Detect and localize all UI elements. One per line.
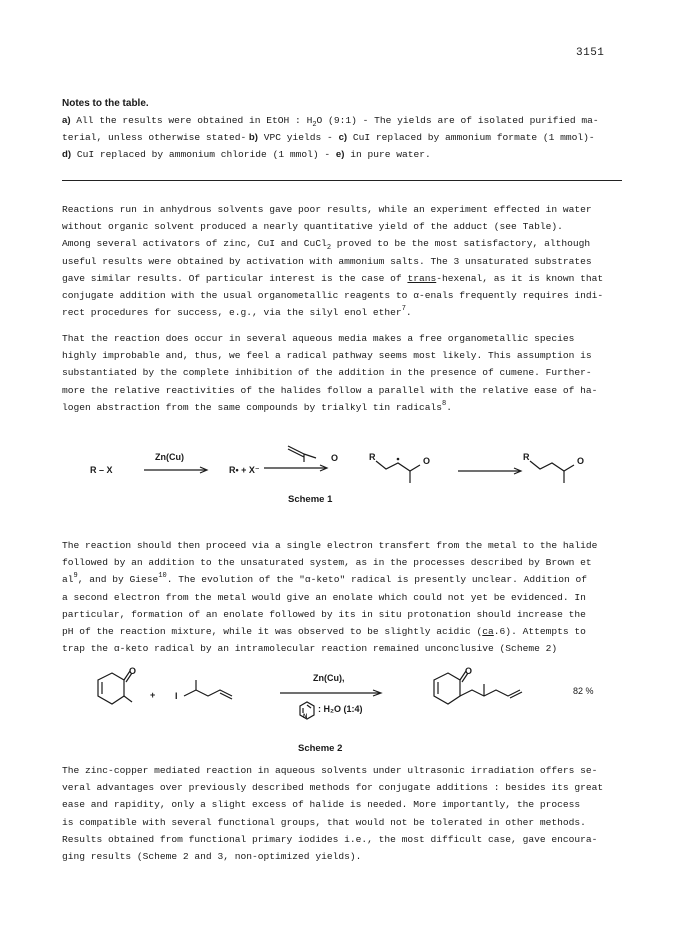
section-divider [62, 180, 622, 181]
paragraph-electron-transfer: The reaction should then proceed via a single electron transfert from the metal to the halide followed by an addition to the unsaturated system, as in the processes described by Brown et $al^9$, and by Giese$^{10}$. The evolution of the "α-keto" radical is presently unclear. Addition of a second electron from the metal would give an enolate which could not yet be evidenced. In particular, formation of an enolate followed by its in situ protonation should increase the pH of the reaction mixture, while it was observed to be slightly acidic (ca.6). Attempts to trap the α-keto radical by an intramolecular reaction remained unconclusive (Scheme 2) [62, 540, 598, 655]
paragraph-radical-pathway: That the reaction does occur in several aqueous media makes a free organometallic species highly improbable and, thus, we feel a radical pathway seems most likely. This assumption is substantiated by the complete inhibition of the addition in the presence of cumene. Further- more the relative reactivities of the halides follow a parallel with the relative ease of ha- logen abstraction from the same compounds by trialkyl tin radicals$^8$. [62, 333, 598, 413]
scheme1-radical-adduct [376, 455, 446, 495]
scheme1-product [530, 455, 600, 495]
scheme2-arrow [280, 688, 390, 698]
scheme1-adduct-oxygen-1: O [423, 456, 431, 466]
scheme1-enone-oxygen: O [331, 453, 339, 463]
scheme1-adduct-oxygen-2: O [577, 456, 585, 466]
scheme2-product-oxygen: O [465, 666, 473, 676]
scheme2-ketone-oxygen: O [129, 666, 137, 676]
scheme1-reagent: Zn(Cu) [155, 452, 184, 462]
notes-line-2: terial, unless otherwise stated- b) VPC yields - c) CuI replaced by ammonium formate (1 mmol)- [62, 132, 595, 143]
notes-heading: Notes to the table. [62, 98, 149, 109]
table-notes [62, 95, 622, 163]
scheme1-r-label-2: R [523, 452, 530, 462]
scheme1-arrow-1 [144, 466, 214, 474]
pyridine-nitrogen: N [303, 714, 308, 720]
scheme1-r-label-1: R [369, 452, 376, 462]
scheme1-arrow-2 [458, 467, 528, 475]
scheme2-plus: + [150, 690, 156, 700]
scheme1-reactant: R – X [90, 465, 113, 475]
paragraph-advantages: The zinc-copper mediated reaction in aqueous solvents under ultrasonic irradiation offers se- veral advantages over previously described methods for conjugate additions : besides its great ease and rapidity, only a slight excess of halide is needed. More importantly, the process is compatible with several functional groups, that would not be tolerated in other methods. Results obtained from functional primary iodides i.e., the most difficult case, gave encoura- ging results (Scheme 2 and 3, non-optimized yields). [62, 765, 604, 863]
scheme2-alkenyl-iodide [182, 678, 242, 708]
scheme2-solvent: : H₂O (1:4) [318, 704, 363, 714]
scheme1-intermediate: R• + X⁻ [229, 465, 260, 475]
notes-line-3: d) CuI replaced by ammonium chloride (1 mmol) - e) in pure water. [62, 149, 431, 160]
page-number: 3151 [576, 47, 605, 59]
scheme2-iodo: I [175, 691, 178, 701]
scheme1-caption: Scheme 1 [288, 494, 333, 505]
scheme2-reagent: Zn(Cu), [313, 673, 345, 683]
scheme2-yield: 82 % [573, 686, 594, 696]
paragraph-solvents: Reactions run in anhydrous solvents gave poor results, while an experiment effected in water without organic solvent produced a nearly quantitative yield of the adduct (see Table). Among several activators of zinc, CuI and CuCl$_2$ proved to be the most satisfactory, although useful results were obtained by activation with ammonium salts. The 3 unsaturated substrates gave similar results. Of particular interest is the case of trans-hexenal, as it is known that conjugate addition with the usual organometallic reagents to α-enals frequently requires indi- rect procedures for success, e.g., via the silyl enol ether$^7$. [62, 204, 604, 319]
scheme2-product [424, 668, 564, 718]
scheme2-caption: Scheme 2 [298, 743, 343, 754]
pyridine-icon [296, 700, 318, 724]
notes-line-1: a) All the results were obtained in EtOH : $H_2O$ (9:1) - The yields are of isolated purified ma- [62, 115, 599, 129]
